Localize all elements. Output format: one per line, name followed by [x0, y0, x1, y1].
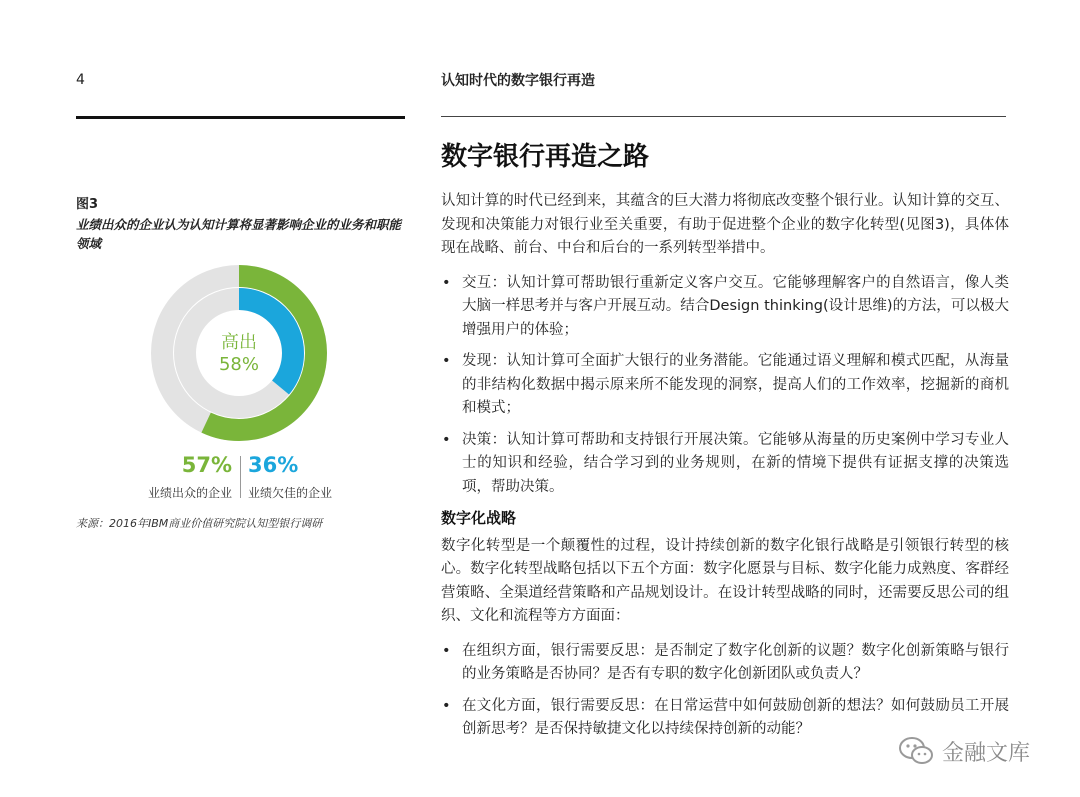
- right-rule: [441, 116, 1006, 117]
- reflection-list: [441, 640, 1009, 742]
- figure-caption: 业绩出众的企业认为认知计算将显著影响企业的业务和职能领域: [76, 217, 402, 251]
- main-body: [441, 190, 1009, 750]
- center-label-text: 高出: [221, 332, 257, 353]
- center-label-value: 58%: [218, 354, 259, 375]
- list-item: • 发现：认知计算可全面扩大银行的业务潜能。它能通过语义理解和模式匹配，从海量的非结构化数据中揭示原来所不能发现的洞察，提高人们的工作效率，挖掘新的商机和模式；: [441, 350, 1009, 421]
- capability-list: [441, 272, 1009, 500]
- subheading-digital-strategy: 数字化战略: [441, 509, 517, 527]
- figure-source: 来源：2016年IBM商业价值研究院认知型银行调研: [76, 517, 323, 530]
- stat-low-caption: 业绩欠佳的企业: [248, 486, 333, 500]
- intro-paragraph: 认知计算的时代已经到来，其蕴含的巨大潜力将彻底改变整个银行业。认知计算的交互、发现和决策能力对银行业至关重要，有助于促进整个企业的数字化转型(见图3)，具体体现在战略、前台、中台和后台的一系列转型举措中。: [441, 193, 1009, 256]
- page-number: 4: [76, 72, 85, 88]
- list-item: • 在组织方面，银行需要反思：是否制定了数字化创新的议题？数字化创新策略与银行的业务策略是否协同？是否有专职的数字化创新团队或负责人？: [441, 640, 1009, 687]
- left-rule: [76, 116, 405, 119]
- watermark-text: 金融文库: [942, 740, 1031, 766]
- watermark: [898, 733, 1030, 769]
- stat-high-performers: [138, 452, 232, 501]
- list-item: • 在文化方面，银行需要反思：在日常运营中如何鼓励创新的想法？如何鼓励员工开展创新思考？是否保持敏捷文化以持续保持创新的动能？: [441, 695, 1009, 742]
- stat-divider: [240, 456, 241, 498]
- stat-low-performers: [248, 452, 358, 501]
- stat-high-value: 57%: [181, 453, 232, 477]
- running-header: 认知时代的数字银行再造: [441, 73, 595, 89]
- section-title: 数字银行再造之路: [441, 142, 650, 172]
- stat-high-caption: 业绩出众的企业: [147, 486, 232, 500]
- list-item: • 决策：认知计算可帮助和支持银行开展决策。它能够从海量的历史案例中学习专业人士的知识和经验，结合学习到的业务规则，在新的情境下提供有证据支撑的决策选项，帮助决策。: [441, 429, 1009, 500]
- figure-label: 图3: [76, 197, 99, 212]
- list-item: • 交互：认知计算可帮助银行重新定义客户交互。它能够理解客户的自然语言，像人类大脑一样思考并与客户开展互动。结合Design thinking(设计思维)的方法，可以极大增强用户的体验；: [441, 272, 1009, 343]
- stat-low-value: 36%: [248, 453, 299, 477]
- wechat-icon: [898, 736, 934, 766]
- donut-center-label: [199, 332, 279, 376]
- strategy-paragraph: 数字化转型是一个颠覆性的过程，设计持续创新的数字化银行战略是引领银行转型的核心。数字化转型战略包括以下五个方面：数字化愿景与目标、数字化能力成熟度、客群经营策略、全渠道经营策略和产品规划设计。在设计转型战略的同时，还需要反思公司的组织、文化和流程等方方面面：: [441, 537, 1009, 624]
